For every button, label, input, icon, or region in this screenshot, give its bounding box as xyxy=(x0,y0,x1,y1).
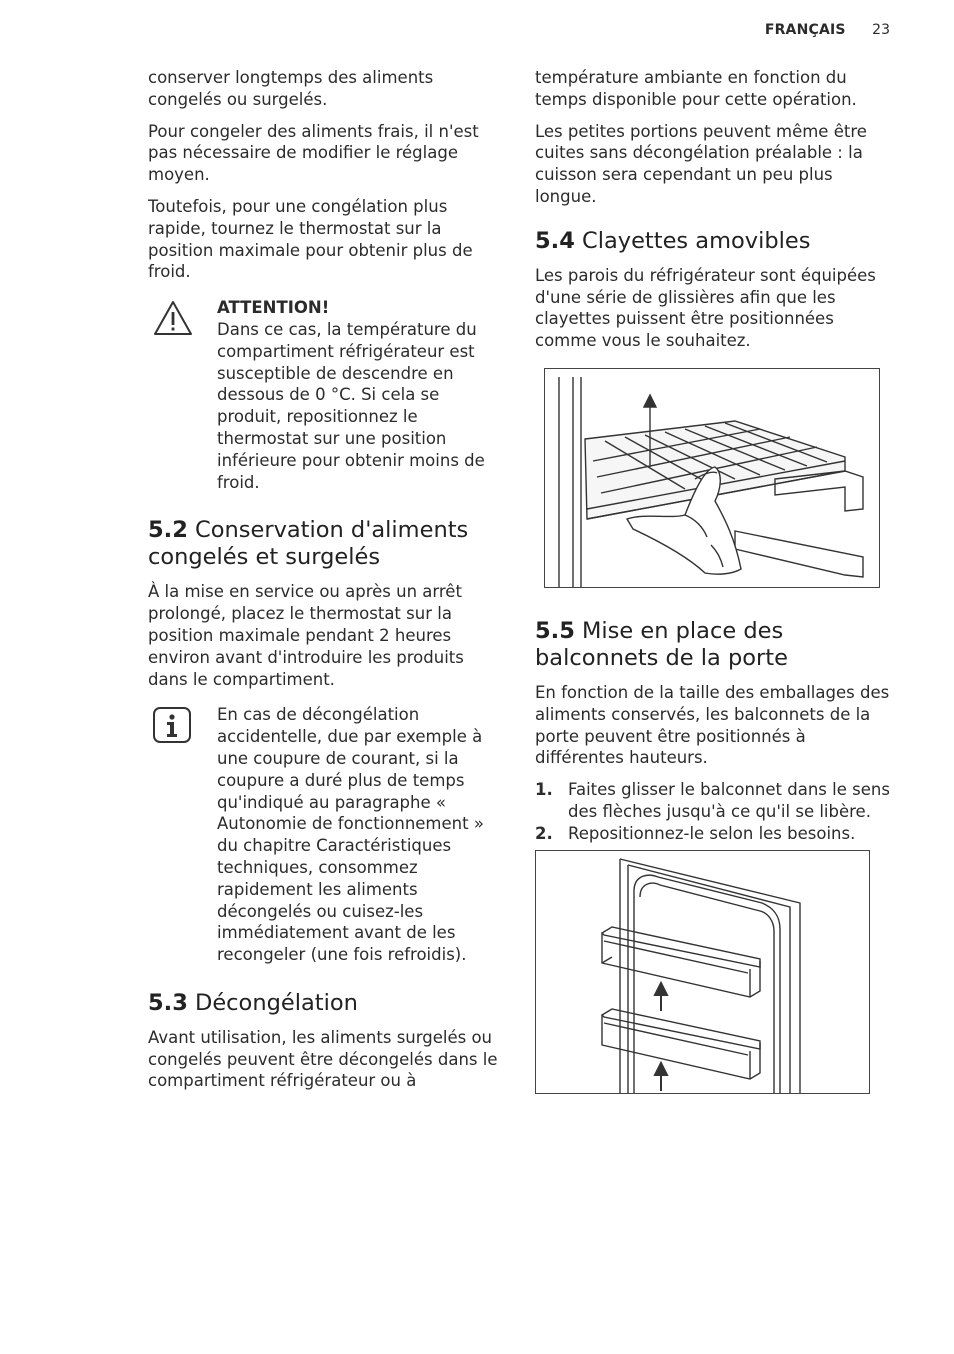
warning-triangle-icon xyxy=(152,299,194,341)
section-heading-5-5: 5.5 Mise en place des balconnets de la porte xyxy=(535,617,788,671)
right-column xyxy=(535,67,891,1094)
list-item: 1. Faites glisser le balconnet dans le sens des flèches jusqu'à ce qu'il se libère. xyxy=(535,780,890,821)
warning-notice xyxy=(148,297,504,493)
shelf-illustration xyxy=(544,368,880,588)
info-text: En cas de décongélation accidentelle, due par exemple à une coupure de courant, si la coupure a duré plus de temps qu'indiqué au paragraphe « Autonomie de fonctionnement » du chapitre Caractéristiques techniques, consommez rapidement les aliments décongelés ou cuisez-les immédiatement avant de les recongeler (une fois refroidis). xyxy=(217,705,484,965)
paragraph: Toutefois, pour une congélation plus rapide, tournez le thermostat sur la position maximale pour obtenir plus de froid. xyxy=(148,196,473,282)
paragraph: température ambiante en fonction du temps disponible pour cette opération. xyxy=(535,68,857,109)
page-number: 23 xyxy=(872,22,890,38)
paragraph: Les parois du réfrigérateur sont équipées d'une série de glissières afin que les clayettes puissent être positionnées comme vous le souhaitez. xyxy=(535,265,876,351)
section-heading-5-3: 5.3 Décongélation xyxy=(148,989,358,1016)
paragraph: Avant utilisation, les aliments surgelés ou congelés peuvent être décongelés dans le compartiment réfrigérateur ou à xyxy=(148,1027,498,1091)
left-column xyxy=(148,67,504,1102)
warning-text: Dans ce cas, la température du compartiment réfrigérateur est susceptible de descendre en dessous de 0 °C. Si cela se produit, repositionnez le thermostat sur une position inférieure pour obtenir moins de froid. xyxy=(217,319,485,492)
warning-title: ATTENTION! xyxy=(217,298,330,318)
door-balcony-illustration xyxy=(535,850,870,1094)
paragraph: À la mise en service ou après un arrêt prolongé, placez le thermostat sur la position maximale pendant 2 heures environ avant d'introduire les produits dans le compartiment. xyxy=(148,582,464,689)
paragraph: Les petites portions peuvent même être cuites sans décongélation préalable : la cuisson sera cependant un peu plus longue. xyxy=(535,121,867,206)
paragraph: En fonction de la taille des emballages des aliments conservés, les balconnets de la porte peuvent être positionnés à différentes hauteurs. xyxy=(535,682,890,768)
info-icon xyxy=(152,706,192,748)
paragraph: Pour congeler des aliments frais, il n'est pas nécessaire de modifier le réglage moyen. xyxy=(148,121,479,185)
paragraph: conserver longtemps des aliments congelés ou surgelés. xyxy=(148,68,434,109)
section-heading-5-2: 5.2 Conservation d'aliments congelés et surgelés xyxy=(148,517,469,571)
steps-list xyxy=(535,779,891,844)
info-notice xyxy=(148,704,504,966)
section-heading-5-4: 5.4 Clayettes amovibles xyxy=(535,227,811,254)
language-label: FRANÇAIS xyxy=(764,22,846,38)
list-item: 2. Repositionnez-le selon les besoins. xyxy=(535,823,856,843)
page-header xyxy=(765,22,890,38)
